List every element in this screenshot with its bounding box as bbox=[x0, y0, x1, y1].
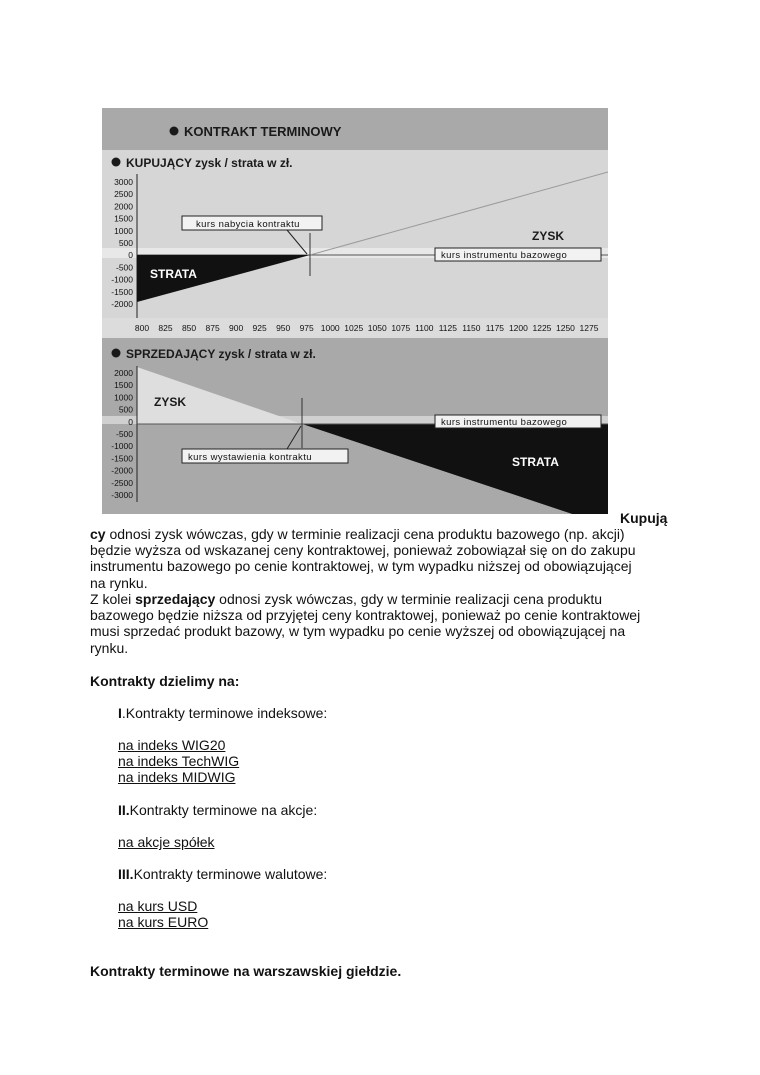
buyer-y-tick-label: -2000 bbox=[111, 299, 133, 309]
link-euro[interactable]: na kurs EURO bbox=[118, 914, 209, 930]
buyer-profit-label: ZYSK bbox=[532, 229, 565, 243]
seller-y-tick-label: -2500 bbox=[111, 477, 133, 488]
x-tick-label: 1250 bbox=[556, 323, 575, 333]
seller-y-tick-label: 2000 bbox=[114, 368, 133, 378]
buyer-y-tick-label: 3000 bbox=[114, 177, 133, 187]
link-techwig[interactable]: na indeks TechWIG bbox=[118, 753, 240, 769]
contract-figure-svg bbox=[102, 108, 608, 514]
section-title: Kontrakty terminowe walutowe: bbox=[133, 866, 328, 882]
x-tick-label: 1225 bbox=[532, 323, 552, 333]
section-index-contracts bbox=[118, 705, 327, 721]
x-tick-label: 1125 bbox=[438, 323, 457, 333]
buyer-y-tick-label: 0 bbox=[128, 250, 133, 261]
section-number: I bbox=[118, 705, 122, 721]
link-wig20[interactable]: na indeks WIG20 bbox=[118, 737, 226, 753]
buyer-y-tick-label: 1000 bbox=[114, 225, 133, 236]
buyer-chart-label: KUPUJĄCY zysk / strata w zł. bbox=[126, 156, 293, 170]
paragraph-buyer-text: odnosi zysk wówczas, gdy w terminie realizacji cena produktu bazowego (np. akcji) będzie wyższa od wskazanej ceny kontraktowej, ponieważ zobowiązał się on do zakupu instrumentu bazowego po cenie kontraktowej, w tym wypadku niższej od obowiązującej na rynku. bbox=[90, 526, 636, 591]
x-tick-label: 1175 bbox=[485, 323, 505, 333]
x-tick-label: 975 bbox=[299, 323, 314, 333]
heading-contract-types: Kontrakty dzielimy na: bbox=[90, 673, 240, 689]
paragraph-seller-start: Z kolei bbox=[90, 591, 136, 607]
section-currency-contracts bbox=[118, 866, 327, 882]
bullet-icon bbox=[170, 127, 179, 136]
buyer-y-tick-label: -500 bbox=[115, 262, 133, 273]
buyer-y-tick-label: -1000 bbox=[111, 274, 133, 285]
seller-chart-label: SPRZEDAJĄCY zysk / strata w zł. bbox=[126, 347, 316, 361]
seller-y-tick-label: -1000 bbox=[111, 441, 133, 452]
x-tick-label: 1025 bbox=[344, 323, 364, 333]
seller-y-tick-label: 500 bbox=[118, 404, 133, 415]
paragraph-seller bbox=[90, 591, 650, 656]
x-tick-label: 1100 bbox=[415, 323, 434, 333]
x-tick-label: 900 bbox=[229, 323, 244, 333]
seller-y-tick-label: -1500 bbox=[111, 453, 133, 464]
x-tick-label: 1275 bbox=[579, 323, 599, 333]
buyer-callout-contract-text: kurs nabycia kontraktu bbox=[196, 219, 300, 230]
seller-y-tick-label: 0 bbox=[128, 416, 133, 427]
seller-y-tick-label: -500 bbox=[115, 429, 133, 439]
link-company-shares[interactable]: na akcje spółek bbox=[118, 834, 215, 850]
link-midwig[interactable]: na indeks MIDWIG bbox=[118, 769, 236, 785]
contract-figure bbox=[102, 108, 608, 514]
x-tick-label: 925 bbox=[252, 323, 267, 333]
seller-callout-underlying-text: kurs instrumentu bazowego bbox=[441, 417, 568, 428]
section-number: III. bbox=[118, 866, 134, 882]
x-tick-label: 1050 bbox=[367, 323, 387, 333]
seller-term: sprzedający bbox=[135, 591, 216, 607]
buyer-callout-underlying-text: kurs instrumentu bazowego bbox=[441, 250, 568, 261]
section-number: II. bbox=[118, 802, 130, 818]
buyer-y-tick-label: 1500 bbox=[114, 213, 133, 224]
buyer-y-tick-label: 2000 bbox=[114, 201, 133, 212]
buyer-y-tick-label: 2500 bbox=[114, 189, 133, 200]
seller-profit-label: ZYSK bbox=[154, 395, 187, 409]
x-tick-label: 875 bbox=[205, 323, 220, 333]
seller-y-tick-label: 1000 bbox=[114, 392, 133, 403]
x-tick-label: 850 bbox=[181, 323, 197, 333]
x-tick-label: 950 bbox=[276, 323, 291, 333]
paragraph-seller-text: odnosi zysk wówczas, gdy w terminie realizacji cena produktu bazowego będzie niższa od przyjętej ceny kontraktowej, ponieważ po cenie kontraktowej musi sprzedać produkt bazowy, w tym wypadku po cenie wyższej od obowiązującej na rynku. bbox=[90, 591, 641, 656]
bullet-icon bbox=[112, 349, 121, 358]
x-tick-label: 1000 bbox=[320, 323, 340, 333]
section-title: .Kontrakty terminowe indeksowe: bbox=[121, 705, 328, 721]
link-usd[interactable]: na kurs USD bbox=[118, 898, 198, 914]
x-tick-label: 1150 bbox=[462, 323, 481, 333]
seller-callout-contract-text: kurs wystawienia kontraktu bbox=[188, 452, 312, 463]
seller-y-tick-label: -2000 bbox=[111, 465, 133, 476]
buyer-loss-label: STRATA bbox=[150, 267, 197, 281]
heading-warsaw-exchange: Kontrakty terminowe na warszawskiej giełdzie. bbox=[90, 963, 402, 979]
paragraph-buyer bbox=[90, 526, 650, 591]
seller-y-tick-label: 1500 bbox=[114, 380, 133, 391]
x-tick-label: 1200 bbox=[508, 323, 528, 333]
bullet-icon bbox=[112, 158, 121, 167]
buyer-y-tick-label: 500 bbox=[118, 238, 133, 248]
x-tick-label: 1075 bbox=[391, 323, 411, 333]
section-stock-contracts bbox=[118, 802, 317, 818]
section-title: Kontrakty terminowe na akcje: bbox=[129, 802, 318, 818]
buyer-chart-bg bbox=[102, 150, 608, 338]
buyer-y-tick-label: -1500 bbox=[111, 286, 133, 297]
kupuja-word-end: cy bbox=[90, 526, 106, 542]
kupuja-word-start: Kupują bbox=[620, 510, 668, 526]
seller-loss-label: STRATA bbox=[512, 455, 559, 469]
seller-y-tick-label: -3000 bbox=[111, 490, 133, 500]
x-tick-label: 800 bbox=[134, 323, 150, 333]
figure-title: KONTRAKT TERMINOWY bbox=[184, 124, 342, 139]
x-tick-label: 825 bbox=[158, 323, 173, 333]
